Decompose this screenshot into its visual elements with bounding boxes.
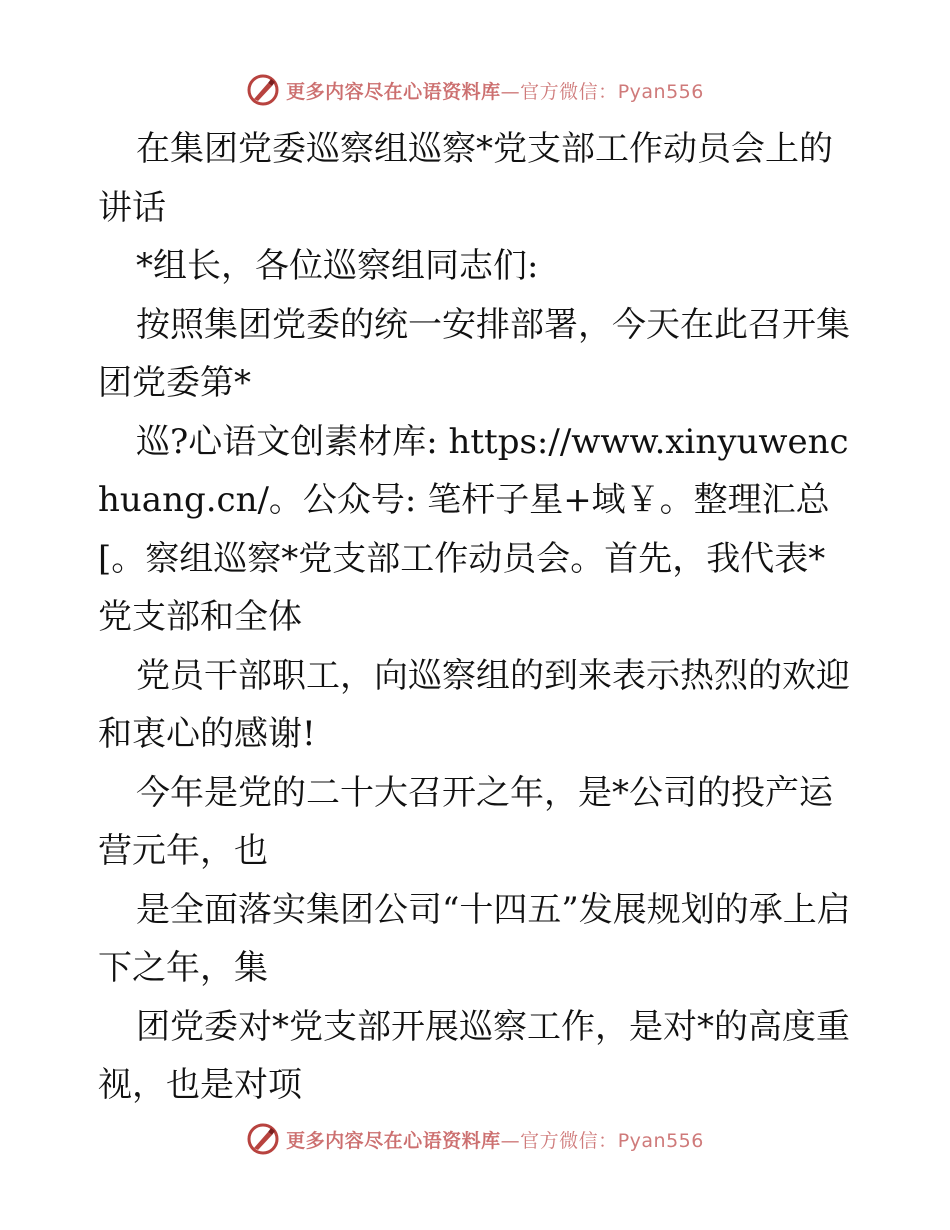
paragraph: 今年是党的二十大召开之年，是*公司的投产运营元年，也: [98, 772, 833, 871]
footer-banner: [0, 1119, 950, 1159]
banner-account: Pyan556: [617, 1129, 704, 1152]
header-banner: [0, 70, 950, 110]
banner-brand: 更多内容尽在心语资料库: [286, 80, 501, 103]
paragraph: 是全面落实集团公司“十四五”发展规划的承上启下之年，集: [98, 889, 851, 988]
banner-separator: —: [500, 1129, 521, 1152]
banner-wechat-label: 官方微信：: [520, 1129, 618, 1152]
pen-circle-logo-icon: [246, 1122, 280, 1156]
paragraph: 团党委对*党支部开展巡察工作，是对*的高度重视，也是对项: [98, 1006, 850, 1105]
banner-text: [286, 77, 704, 104]
banner-account: Pyan556: [617, 80, 704, 103]
pen-circle-logo-icon: [246, 73, 280, 107]
banner-wechat-label: 官方微信：: [520, 80, 618, 103]
paragraph: 按照集团党委的统一安排部署，今天在此召开集团党委第*: [98, 304, 850, 403]
paragraph: 巡?心语文创素材库: https://www.xinyuwenchuang.cn/。公众号: 笔杆子星+域￥。整理汇总[。察组巡察*党支部工作动员会。首先，我代表*党支部和全体: [98, 421, 849, 637]
banner-separator: —: [500, 80, 521, 103]
document-title: 在集团党委巡察组巡察*党支部工作动员会上的讲话: [98, 129, 833, 228]
paragraph: 党员干部职工，向巡察组的到来表示热烈的欢迎和衷心的感谢!: [98, 655, 850, 754]
banner-brand: 更多内容尽在心语资料库: [286, 1129, 501, 1152]
salutation: *组长，各位巡察组同志们:: [136, 246, 539, 286]
document-body: [98, 120, 858, 1115]
banner-text: [286, 1126, 704, 1153]
